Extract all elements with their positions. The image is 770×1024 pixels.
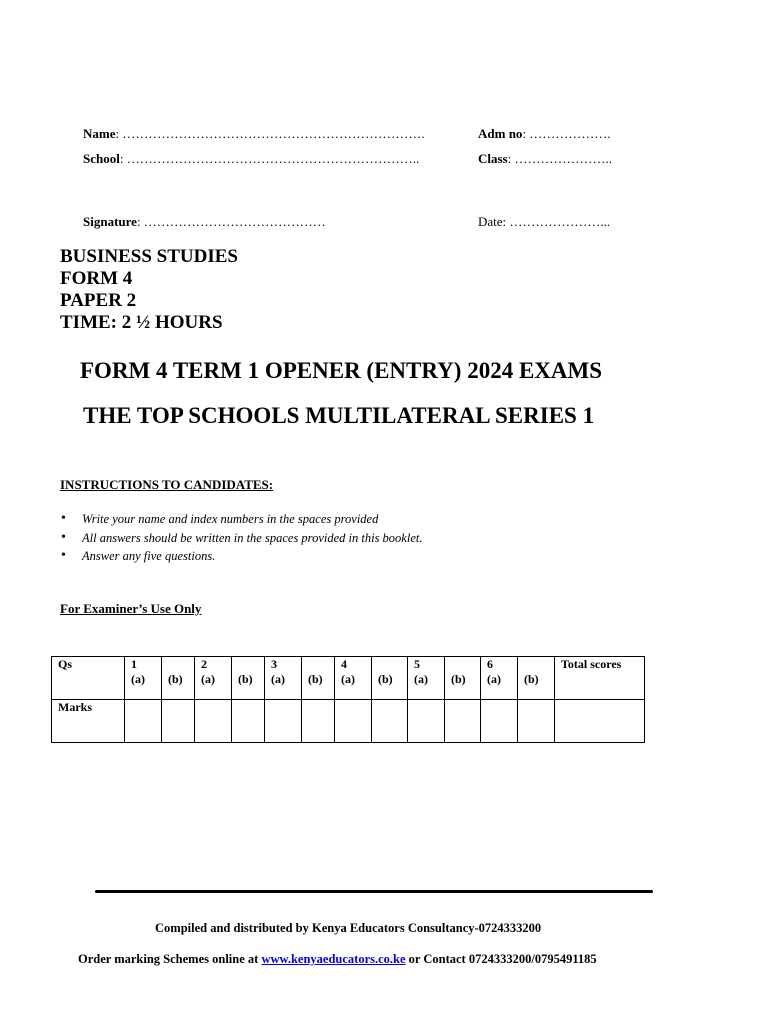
question-header-cell: (b) — [302, 657, 335, 700]
order-suffix: or Contact 0724333200/0795491185 — [405, 952, 597, 966]
exam-time: TIME: 2 ½ HOURS — [60, 312, 223, 333]
question-header-cell: (b) — [232, 657, 265, 700]
adm-no-field[interactable] — [478, 126, 611, 142]
mark-cell — [445, 700, 481, 743]
series-title: THE TOP SCHOOLS MULTILATERAL SERIES 1 — [83, 403, 595, 428]
school-label: School — [83, 151, 120, 166]
order-line — [78, 952, 597, 967]
questions-row — [52, 657, 645, 700]
question-header-cell: (b) — [445, 657, 481, 700]
instruction-item: • All answers should be written in the spaces provided in this booklet. — [60, 529, 422, 548]
mark-cell — [302, 700, 335, 743]
mark-cell — [265, 700, 302, 743]
marks-label-cell — [52, 700, 125, 743]
question-header-cell: 4 (a) — [335, 657, 372, 700]
instructions-list — [60, 510, 422, 566]
question-header-cell: 2 (a) — [195, 657, 232, 700]
qs-label: Qs — [58, 657, 73, 671]
mark-cell — [335, 700, 372, 743]
school-dots: : ………………………………………………………….. — [119, 151, 420, 166]
mark-cell — [481, 700, 518, 743]
signature-dots: : …………………………………… — [136, 214, 326, 229]
class-dots: : ………………….. — [507, 151, 612, 166]
school-field[interactable] — [83, 151, 419, 167]
question-header-cell: (b) — [162, 657, 195, 700]
question-header-cell: (b) — [372, 657, 408, 700]
date-label: Date — [478, 214, 503, 229]
date-field[interactable] — [478, 214, 610, 230]
mark-cell — [408, 700, 445, 743]
mark-cell — [518, 700, 555, 743]
class-label: Class — [478, 151, 508, 166]
name-label: Name — [83, 126, 116, 141]
qs-label-cell — [52, 657, 125, 700]
compiled-by-line: Compiled and distributed by Kenya Educators Consultancy-0724333200 — [155, 921, 542, 935]
question-header-cell: 5 (a) — [408, 657, 445, 700]
marks-label: Marks — [58, 700, 92, 714]
name-field[interactable] — [83, 126, 425, 142]
mark-cell — [195, 700, 232, 743]
signature-field[interactable] — [83, 214, 326, 230]
class-field[interactable] — [478, 151, 612, 167]
instruction-item: • Write your name and index numbers in the spaces provided — [60, 510, 422, 529]
footer-divider — [95, 890, 653, 893]
instruction-item: • Answer any five questions. — [60, 547, 422, 566]
question-header-cell: 3 (a) — [265, 657, 302, 700]
paper-number: PAPER 2 — [60, 290, 137, 311]
examiner-marks-table — [51, 656, 645, 743]
website-link[interactable]: www.kenyaeducators.co.ke — [261, 952, 406, 966]
adm-no-label: Adm no — [478, 126, 523, 141]
examiner-heading: For Examiner’s Use Only — [60, 601, 202, 616]
total-scores-label: Total scores — [561, 657, 622, 671]
question-header-cell: 1 (a) — [125, 657, 162, 700]
instructions-heading: INSTRUCTIONS TO CANDIDATES: — [60, 477, 274, 492]
subject-block — [60, 246, 238, 334]
name-dots: : ……………………………………………………………. — [115, 126, 425, 141]
exam-title: FORM 4 TERM 1 OPENER (ENTRY) 2024 EXAMS — [80, 358, 603, 383]
form-level: FORM 4 — [60, 268, 133, 289]
signature-label: Signature — [83, 214, 137, 229]
mark-cell — [162, 700, 195, 743]
subject-name: BUSINESS STUDIES — [60, 246, 238, 267]
question-header-cell: 6 (a) — [481, 657, 518, 700]
total-scores-header — [555, 657, 645, 700]
adm-no-dots: : ………………. — [522, 126, 611, 141]
order-prefix: Order marking Schemes online at — [78, 952, 262, 966]
question-header-cell: (b) — [518, 657, 555, 700]
mark-cell — [232, 700, 265, 743]
mark-cell — [372, 700, 408, 743]
mark-cell — [125, 700, 162, 743]
date-dots: : …………………... — [502, 214, 611, 229]
marks-row — [52, 700, 645, 743]
total-score-cell — [555, 700, 645, 743]
